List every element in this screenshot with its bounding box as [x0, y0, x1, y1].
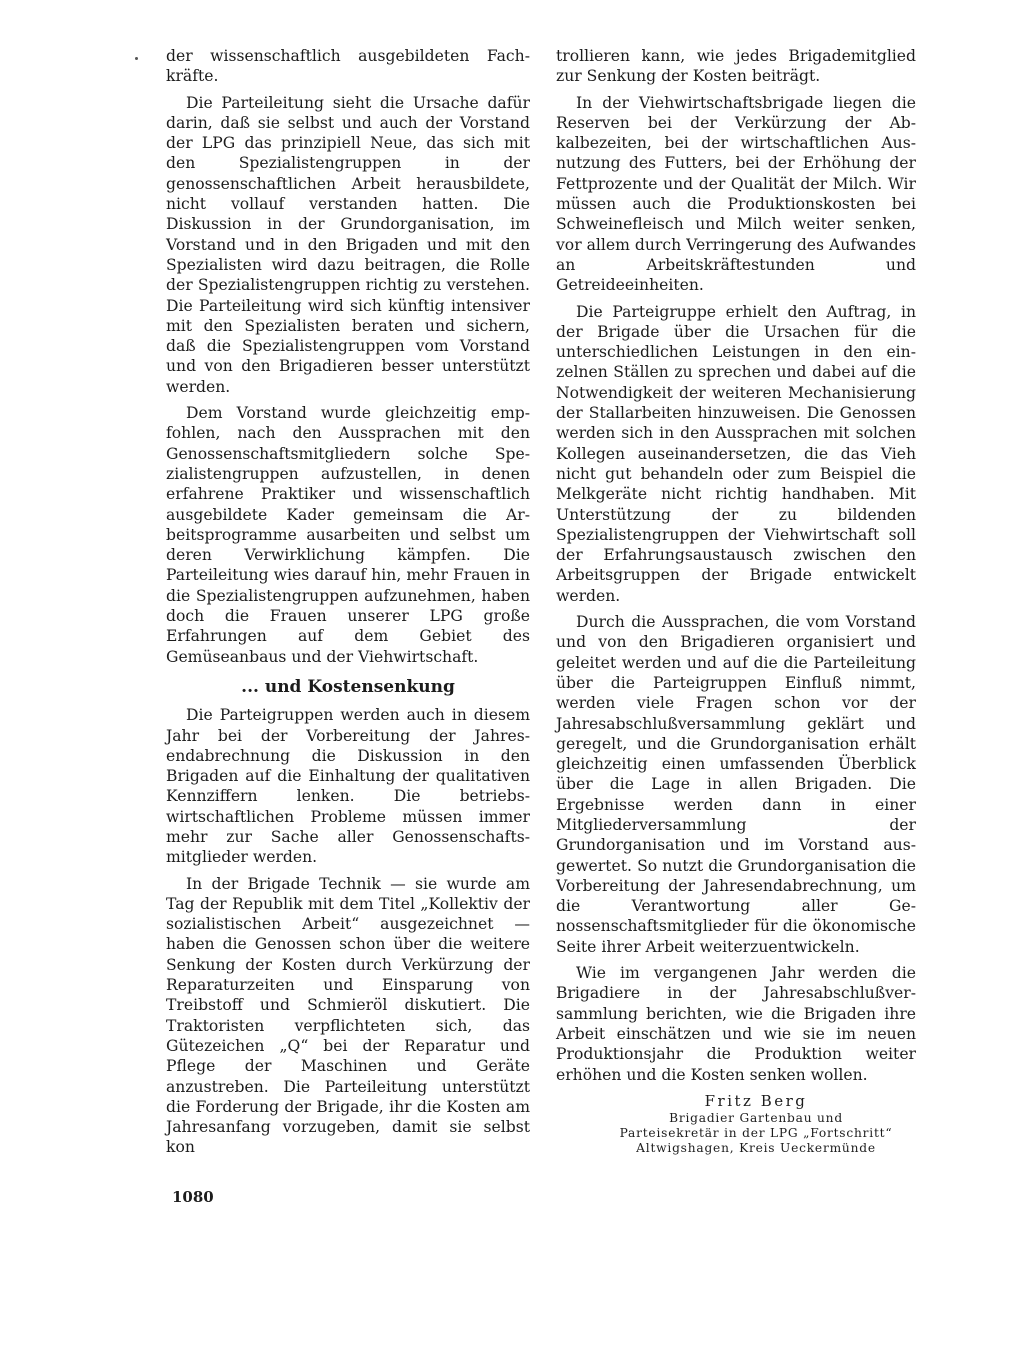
- author-signature: [556, 1091, 916, 1156]
- page-number: 1080: [172, 1188, 214, 1206]
- paragraph: Wie im vergangenen Jahr werden die Brigadiere in der Jahresabschlußversammlung berichten, wie die Brigaden ihre Arbeit einschätzen und wie sie im neuen Produktionsjahr die Produktion weiter erhöhen und die Kosten senken wollen.: [556, 964, 916, 1084]
- paragraph: Durch die Aussprachen, die vom Vorstand und von den Brigadieren organisiert und geleitet werden und auf die die Parteileitung über die Parteigruppen Einfluß nimmt, werden viele Fragen schon vor der Jahresabschlußversammlung geklärt und geregelt, und die Grundorganisation erhält gleichzeitig einen umfassenden Überblick über die Lage in allen Brigaden. Die Ergebnisse werden dann in einer Mitgliederversammlung der Grundorganisation und im Vorstand ausgewertet. So nutzt die Grundorganisation die Vorbereitung der Jahresendabrechnung, um die Verantwortung aller Genossenschaftsmitglieder für die ökonomische Seite ihrer Arbeit weiterzuentwickeln.: [556, 613, 916, 956]
- author-name: Fritz Berg: [704, 1091, 808, 1110]
- author-role: Brigadier Gartenbau und: [669, 1111, 843, 1126]
- right-column: [556, 46, 916, 1156]
- author-location: Altwigshagen, Kreis Ueckermünde: [636, 1141, 876, 1156]
- scan-speck: [135, 57, 138, 60]
- paragraph: In der Viehwirtschaftsbrigade liegen die Reserven bei der Verkürzung der Abkalbezeiten, bei der wirtschaftlichen Ausnutzung des Futters, bei der Erhöhung der Fettprozente und der Qualität der Milch. Wir müssen auch die Produktionskosten bei Schweinefleisch und Milch weiter senken, vor allem durch Verringerung des Aufwandes an Arbeitskräftestunden und Getreideeinheiten.: [556, 93, 916, 295]
- paragraph: Dem Vorstand wurde gleichzeitig empfohlen, nach den Aussprachen mit den Genossenschaftsmitgliedern solche Spezialistengruppen aufzustellen, in denen erfahrene Praktiker und wissenschaftlich ausgebildete Kader gemeinsam die Arbeitsprogramme ausarbeiten und selbst um deren Verwirklichung kämpfen. Die Parteileitung wies darauf hin, mehr Frauen in die Spezialistengruppen aufzunehmen, haben doch die Frauen unserer LPG große Erfahrungen auf dem Gebiet des Gemüseanbaus und der Viehwirtschaft.: [166, 404, 530, 666]
- paragraph: Die Parteigruppe erhielt den Auftrag, in der Brigade über die Ursachen für die unterschiedlichen Leistungen in den einzelnen Ställen zu sprechen und dabei auf die Notwendigkeit der weiteren Mechanisierung der Stallarbeiten hinzuweisen. Die Genossen werden sich in den Aussprachen mit solchen Kollegen auseinandersetzen, die das Vieh nicht gut behandeln oder zum Beispiel die Melkgeräte nicht richtig handhaben. Mit Unterstützung der zu bildenden Spezialistengruppen der Viehwirtschaft soll der Erfahrungsaustausch zwischen den Arbeitsgruppen der Brigade entwickelt werden.: [556, 302, 916, 605]
- paragraph: In der Brigade Technik — sie wurde am Tag der Republik mit dem Titel „Kollektiv der sozialistischen Arbeit“ ausgezeichnet — haben die Genossen schon über die weitere Senkung der Kosten durch Verkürzung der Reparaturzeiten und Einsparung von Treibstoff und Schmieröl diskutiert. Die Traktoristen verpflichteten sich, das Gütezeichen „Q“ bei der Reparatur und Pflege der Maschinen und Geräte anzustreben. Die Parteileitung unterstützt die Forderung der Brigade, ihr die Kosten am Jahresanfang vorzugeben, damit sie selbst kon: [166, 874, 530, 1157]
- paragraph: trollieren kann, wie jedes Brigademitglied zur Senkung der Kosten beiträgt.: [556, 47, 916, 86]
- paragraph: Die Parteigruppen werden auch in diesem Jahr bei der Vorbereitung der Jahresendabrechnung die Diskussion in den Brigaden auf die Einhaltung der qualitativen Kennziffern lenken. Die betriebswirtschaftlichen Probleme müssen immer mehr zur Sache aller Genossenschaftsmitglieder werden.: [166, 706, 530, 867]
- paragraph: der wissenschaftlich ausgebildeten Fachkräfte.: [166, 47, 530, 86]
- section-heading: ... und Kostensenkung: [241, 676, 455, 697]
- author-affiliation: Parteisekretär in der LPG „Fortschritt“: [619, 1126, 893, 1141]
- paragraph: Die Parteileitung sieht die Ursache dafür darin, daß sie selbst und auch der Vorstand der LPG das prinzipiell Neue, das sich mit den Spezialistengruppen in der genossenschaftlichen Arbeit herausbildete, nicht vollauf verstanden hatten. Die Diskussion in der Grundorganisation, im Vorstand und in den Brigaden und mit den Spezialisten wird dazu beitragen, die Rolle der Spezialistengruppen richtig zu verstehen. Die Parteileitung wird sich künftig intensiver mit den Spezialisten beraten und sichern, daß die Spezialistengruppen vom Vorstand und von den Brigadieren besser unterstützt werden.: [166, 93, 530, 396]
- left-column: [166, 46, 530, 1164]
